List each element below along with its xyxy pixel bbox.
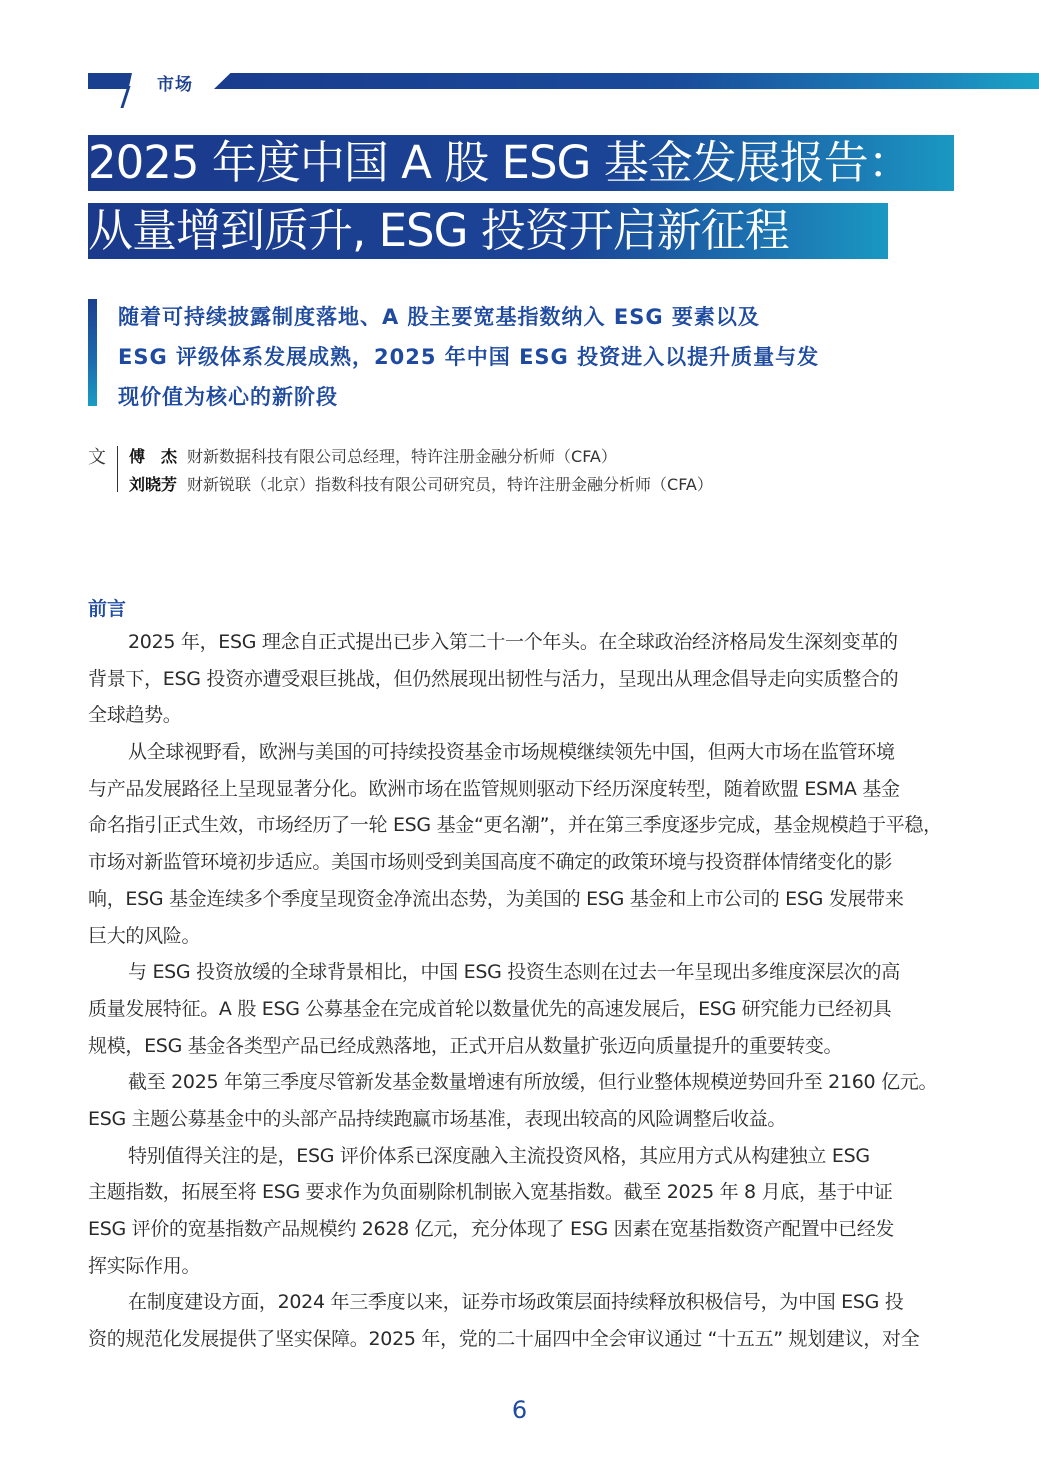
section-heading: 前言 bbox=[88, 598, 127, 620]
body-line: 背景下，ESG 投资亦遭受艰巨挑战，但仍然展现出韧性与活力，呈现出从理念倡导走向实质整合的 bbox=[88, 667, 899, 690]
author-name: 傅 杰 bbox=[129, 447, 178, 466]
body-line: 命名指引正式生效，市场经历了一轮 ESG 基金“更名潮”，并在第三季度逐步完成，基金规模趋于平稳， bbox=[88, 814, 942, 837]
author-title: 财新数据科技有限公司总经理，特许注册金融分析师（CFA） bbox=[187, 447, 617, 466]
author-title: 财新锐联（北京）指数科技有限公司研究员，特许注册金融分析师（CFA） bbox=[187, 475, 713, 494]
body-line: 挥实际作用。 bbox=[88, 1254, 201, 1277]
body-line: 截至 2025 年第三季度尽管新发基金数量增速有所放缓，但行业整体规模逆势回升至 2160 亿元。 bbox=[128, 1071, 938, 1094]
title-line-1: 2025 年度中国 A 股 ESG 基金发展报告： bbox=[88, 135, 954, 191]
body-line: 响，ESG 基金连续多个季度呈现资金净流出态势，为美国的 ESG 基金和上市公司的 ESG 发展带来 bbox=[88, 887, 904, 910]
body-line: 市场对新监管环境初步适应。美国市场则受到美国高度不确定的政策环境与投资群体情绪变化的影 bbox=[88, 851, 893, 874]
header-bar bbox=[214, 73, 1039, 89]
section-label: 市场 bbox=[157, 75, 193, 95]
subtitle-accent-bar bbox=[88, 299, 97, 406]
body-line: 主题指数，拓展至将 ESG 要求作为负面剔除机制嵌入宽基指数。截至 2025 年 8 月底，基于中证 bbox=[88, 1181, 893, 1204]
author-2 bbox=[129, 472, 713, 495]
title-line-2: 从量增到质升, ESG 投资开启新征程 bbox=[88, 203, 888, 259]
body-line: 与 ESG 投资放缓的全球背景相比，中国 ESG 投资生态则在过去一年呈现出多维度深层次的高 bbox=[128, 961, 900, 984]
subtitle bbox=[118, 297, 908, 417]
page-number: 6 bbox=[511, 1396, 528, 1424]
body-line: 质量发展特征。A 股 ESG 公募基金在完成首轮以数量优先的高速发展后，ESG 研究能力已经初具 bbox=[88, 997, 892, 1020]
body-text bbox=[88, 624, 954, 1358]
body-line: 2025 年，ESG 理念自正式提出已步入第二十一个年头。在全球政治经济格局发生深刻变革的 bbox=[128, 631, 898, 653]
body-line: 巨大的风险。 bbox=[88, 924, 201, 947]
body-line: 资的规范化发展提供了坚实保障。2025 年，党的二十届四中全会审议通过 “十五五” 规划建议，对全 bbox=[88, 1328, 920, 1351]
byline-prefix: 文 bbox=[88, 447, 106, 468]
body-line: 特别值得关注的是，ESG 评价体系已深度融入主流投资风格，其应用方式从构建独立 ESG bbox=[128, 1144, 870, 1167]
body-line: 从全球视野看，欧洲与美国的可持续投资基金市场规模继续领先中国，但两大市场在监管环境 bbox=[128, 741, 895, 764]
byline-divider bbox=[117, 446, 118, 492]
body-line: 与产品发展路径上呈现显著分化。欧洲市场在监管规则驱动下经历深度转型，随着欧盟 ESMA 基金 bbox=[88, 777, 900, 800]
subtitle-line: 现价值为核心的新阶段 bbox=[118, 385, 338, 409]
subtitle-line: ESG 评级体系发展成熟，2025 年中国 ESG 投资进入以提升质量与发 bbox=[118, 345, 820, 369]
body-line: ESG 评价的宽基指数产品规模约 2628 亿元，充分体现了 ESG 因素在宽基指数资产配置中已经发 bbox=[88, 1218, 895, 1240]
body-line: 在制度建设方面，2024 年三季度以来，证券市场政策层面持续释放积极信号，为中国 ESG 投 bbox=[128, 1291, 904, 1314]
body-line: ESG 主题公募基金中的头部产品持续跑赢市场基准，表现出较高的风险调整后收益。 bbox=[88, 1107, 787, 1130]
body-line: 全球趋势。 bbox=[88, 704, 182, 727]
header-marker bbox=[88, 73, 132, 89]
author-1 bbox=[129, 444, 617, 467]
subtitle-line: 随着可持续披露制度落地、A 股主要宽基指数纳入 ESG 要素以及 bbox=[118, 305, 760, 329]
header-slash bbox=[120, 86, 130, 108]
author-name: 刘晓芳 bbox=[129, 475, 178, 494]
body-line: 规模，ESG 基金各类型产品已经成熟落地，正式开启从数量扩张迈向质量提升的重要转变。 bbox=[88, 1034, 843, 1057]
